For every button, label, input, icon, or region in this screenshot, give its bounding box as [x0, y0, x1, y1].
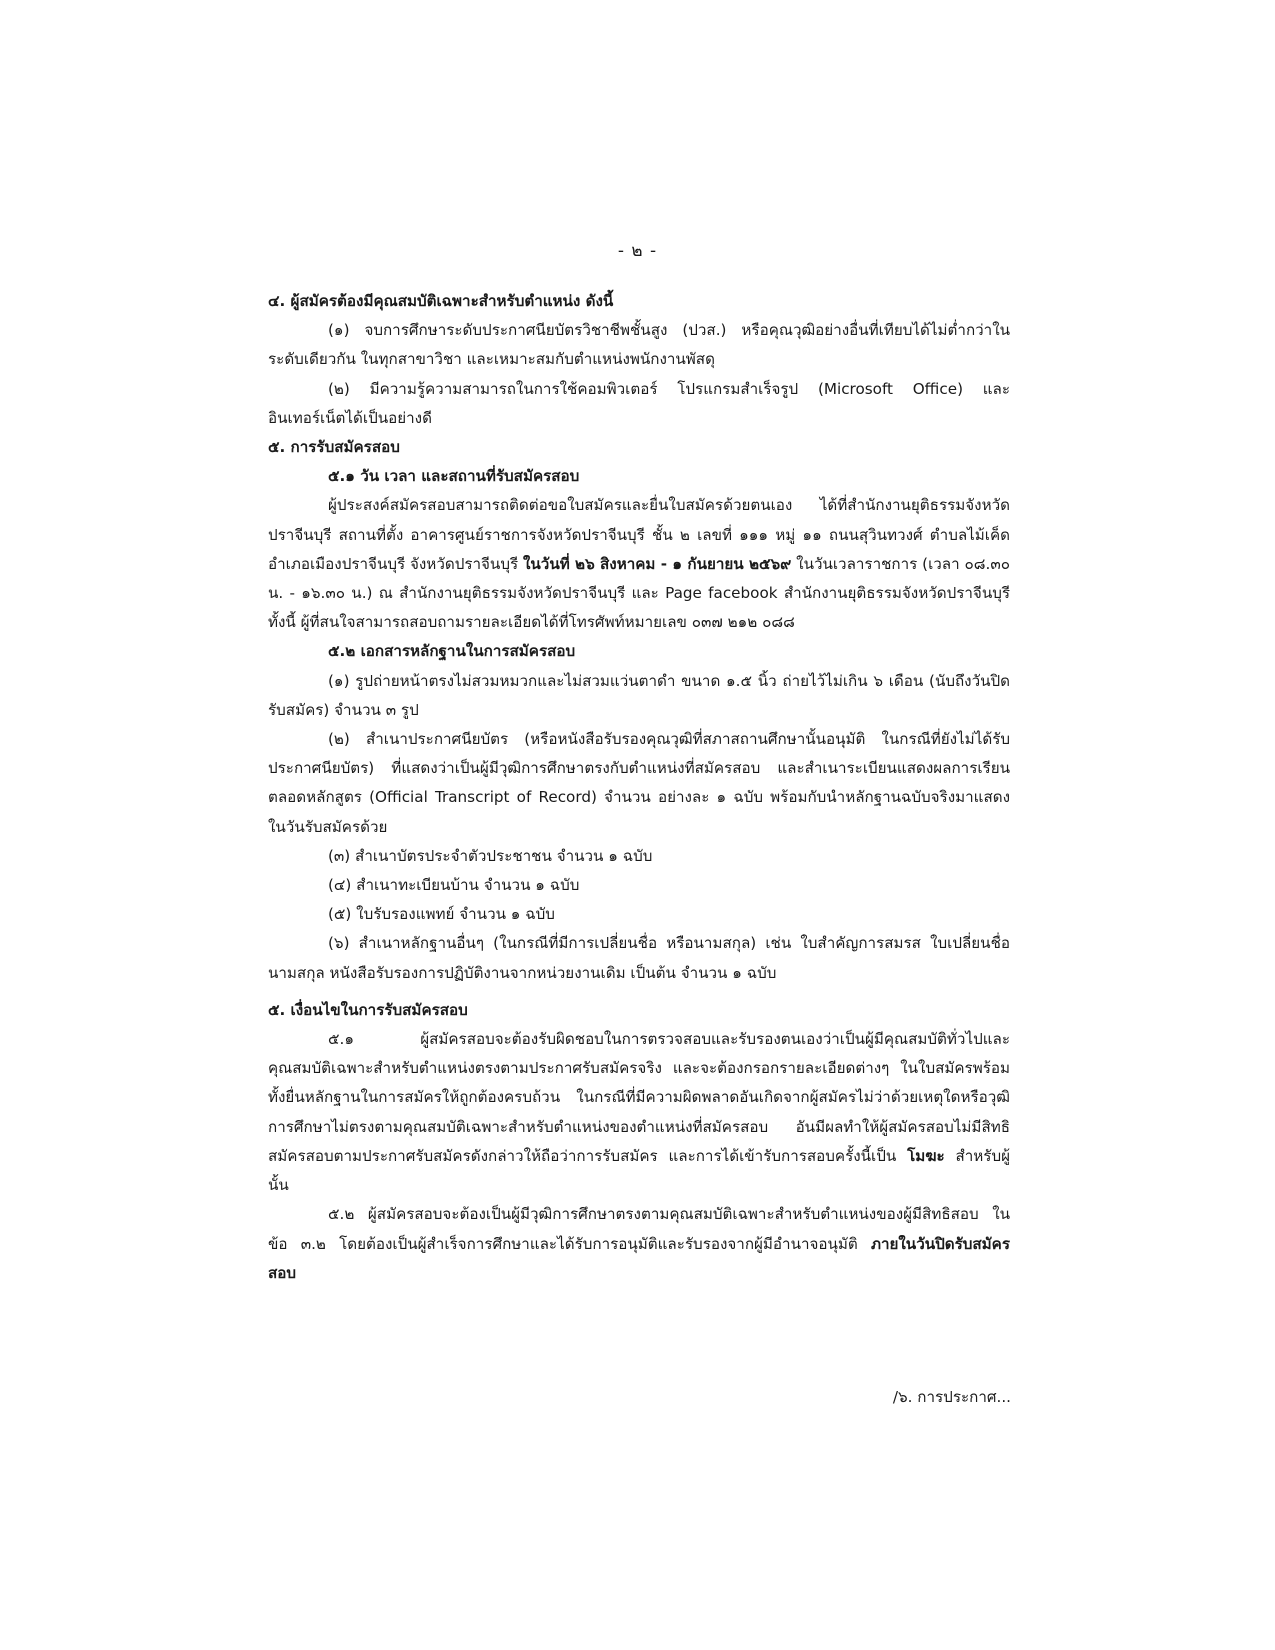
section-6-heading: ๕. เงื่อนไขในการรับสมัครสอบ	[268, 1000, 468, 1019]
section-5-1-dates: ในวันที่ ๒๖ สิงหาคม - ๑ กันยายน ๒๕๖๙	[523, 554, 792, 573]
section-5-2-item-3: (๓) สำเนาบัตรประจำตัวประชาชน จำนวน ๑ ฉบับ	[328, 846, 653, 865]
section-5-2-item-6: (๖) สำเนาหลักฐานอื่นๆ (ในกรณีที่มีการเปลี่ยนชื่อ หรือนามสกุล) เช่น ใบสำคัญการสมรส ใบเปลี่ยนชื่อ นามสกุล หนังสือรับรองการปฏิบัติงานจากหน่วยงานเดิม เป็นต้น จำนวน ๑ ฉบับ	[268, 934, 1010, 982]
section-5-2-item-4: (๔) สำเนาทะเบียนบ้าน จำนวน ๑ ฉบับ	[328, 876, 580, 895]
section-5-2-item-1: (๑) รูปถ่ายหน้าตรงไม่สวมหมวกและไม่สวมแว่นตาดำ ขนาด ๑.๕ นิ้ว ถ่ายไว้ไม่เกิน ๖ เดือน (นับถึงวันปิดรับสมัคร) จำนวน ๓ รูป	[268, 671, 1010, 719]
section-5-2-item-2: (๒) สำเนาประกาศนียบัตร (หรือหนังสือรับรองคุณวุฒิที่สภาสถานศึกษานั้นอนุมัติ ในกรณีที่ยังไม่ได้รับประกาศนียบัตร) ที่แสดงว่าเป็นผู้มีวุฒิการศึกษาตรงกับตำแหน่งที่สมัครสอบ และสำเนาระเบียนแสดงผลการเรียนตลอดหลักสูตร (Official Transcript of Record) จำนวน อย่างละ ๑ ฉบับ พร้อมกับนำหลักฐานฉบับจริงมาแสดง ในวันรับสมัครด้วย	[268, 730, 1010, 836]
section-4-item-1: (๑) จบการศึกษาระดับประกาศนียบัตรวิชาชีพชั้นสูง (ปวส.) หรือคุณวุฒิอย่างอื่นที่เทียบได้ไม่ต่ำกว่าในระดับเดียวกัน ในทุกสาขาวิชา และเหมาะสมกับตำแหน่งพนักงานพัสดุ	[268, 321, 1010, 369]
section-5-1-text-b: ในวันเวลาราชการ (เวลา ๐๘.๓๐ น. - ๑๖.๓๐ น.) ณ สำนักงานยุติธรรมจังหวัดปราจีนบุรี และ Page facebook สำนักงานยุติธรรมจังหวัดปราจีนบุรี ทั้งนี้ ผู้ที่สนใจสามารถสอบถามรายละเอียดได้ที่โทรศัพท์หมายเลข ๐๓๗ ๒๑๒ ๐๘๘	[268, 554, 1010, 632]
section-5-heading: ๕. การรับสมัครสอบ	[268, 438, 400, 457]
section-5-1-text	[268, 491, 1010, 637]
section-4-item-2: (๒) มีความรู้ความสามารถในการใช้คอมพิวเตอร์ โปรแกรมสำเร็จรูป (Microsoft Office) และอินเทอร์เน็ตได้เป็นอย่างดี	[268, 379, 1010, 427]
section-6-item-2-bold: ภายในวันปิดรับสมัครสอบ	[268, 1234, 1010, 1282]
section-6-item-1	[268, 1025, 1010, 1200]
section-6-item-1-text: ๕.๑ ผู้สมัครสอบจะต้องรับผิดชอบในการตรวจสอบและรับรองตนเองว่าเป็นผู้มีคุณสมบัติทั่วไปและคุณสมบัติเฉพาะสำหรับตำแหน่งตรงตามประกาศรับสมัครจริง และจะต้องกรอกรายละเอียดต่างๆ ในใบสมัครพร้อมทั้งยื่นหลักฐานในการสมัครให้ถูกต้องครบถ้วน ในกรณีที่มีความผิดพลาดอันเกิดจากผู้สมัครไม่ว่าด้วยเหตุใดหรือวุฒิการศึกษาไม่ตรงตามคุณสมบัติเฉพาะสำหรับตำแหน่งของตำแหน่งที่สมัครสอบ อันมีผลทำให้ผู้สมัครสอบไม่มีสิทธิสมัครสอบตามประกาศรับสมัครดังกล่าวให้ถือว่าการรับสมัคร และการได้เข้ารับการสอบครั้งนี้เป็น	[268, 1030, 1010, 1165]
continuation-footer: /๖. การประกาศ...	[892, 1388, 1011, 1406]
section-4-heading: ๔. ผู้สมัครต้องมีคุณสมบัติเฉพาะสำหรับตำแหน่ง ดังนี้	[268, 292, 614, 310]
page-number: - ๒ -	[617, 241, 658, 261]
document-body	[268, 287, 1010, 1288]
section-5-2-item-5: (๕) ใบรับรองแพทย์ จำนวน ๑ ฉบับ	[328, 905, 555, 924]
section-5-1-text-a: ผู้ประสงค์สมัครสอบสามารถติดต่อขอใบสมัครและยื่นใบสมัครด้วยตนเอง ได้ที่สำนักงานยุติธรรมจังหวัดปราจีนบุรี สถานที่ตั้ง อาคารศูนย์ราชการจังหวัดปราจีนบุรี ชั้น ๒ เลขที่ ๑๑๑ หมู่ ๑๑ ถนนสุวินทวงศ์ ตำบลไม้เค็ด อำเภอเมืองปราจีนบุรี จังหวัดปราจีนบุรี	[268, 496, 1010, 573]
section-6-item-1-tail: สำหรับผู้นั้น	[268, 1146, 1010, 1195]
section-6-item-2	[268, 1200, 1010, 1288]
section-6-item-2-text: ๕.๒ ผู้สมัครสอบจะต้องเป็นผู้มีวุฒิการศึกษาตรงตามคุณสมบัติเฉพาะสำหรับตำแหน่งของผู้มีสิทธิสอบ ในข้อ ๓.๒ โดยต้องเป็นผู้สำเร็จการศึกษาและได้รับการอนุมัติและรับรองจากผู้มีอำนาจอนุมัติ	[268, 1205, 1010, 1253]
section-6-item-1-bold: โมฆะ	[907, 1146, 945, 1165]
section-5-1-heading: ๕.๑ วัน เวลา และสถานที่รับสมัครสอบ	[328, 467, 580, 486]
section-5-2-heading: ๕.๒ เอกสารหลักฐานในการสมัครสอบ	[328, 642, 576, 661]
